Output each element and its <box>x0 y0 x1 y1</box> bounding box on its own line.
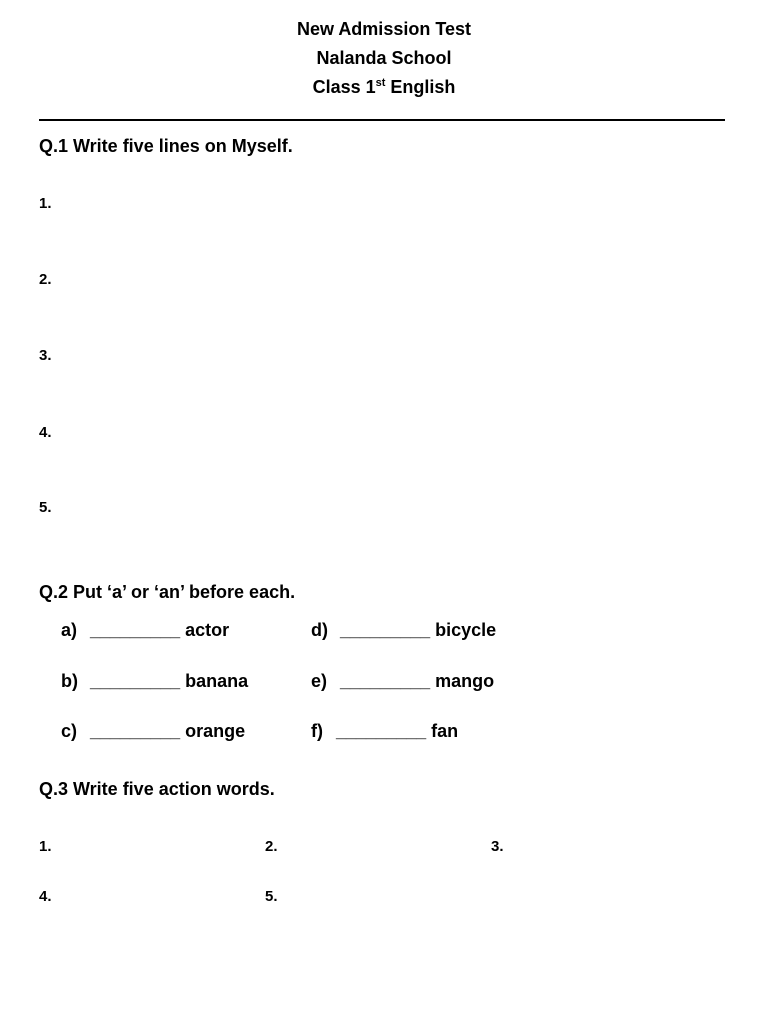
answer-blank: _________ <box>90 721 181 741</box>
item-word: fan <box>431 721 459 741</box>
school-name: Nalanda School <box>316 48 452 68</box>
class-prefix: Class 1 <box>312 77 376 97</box>
q3-line-4: 4. <box>39 888 52 905</box>
item-letter: c) <box>61 721 78 741</box>
item-letter: b) <box>61 671 78 691</box>
item-word: bicycle <box>435 620 497 640</box>
q3-line-2: 2. <box>265 838 278 855</box>
answer-blank: _________ <box>336 721 427 741</box>
q1-line-4: 4. <box>39 424 52 441</box>
q2-item-a <box>61 620 229 641</box>
class-subject <box>0 77 768 98</box>
class-superscript: st <box>375 77 386 89</box>
answer-blank: _________ <box>90 671 181 691</box>
q1-line-2: 2. <box>39 271 52 288</box>
q3-line-5: 5. <box>265 888 278 905</box>
header-divider <box>39 119 725 121</box>
item-letter: d) <box>311 620 328 640</box>
q2-item-c <box>61 721 245 742</box>
q3-line-1: 1. <box>39 838 52 855</box>
q2-title: Q.2 Put ‘a’ or ‘an’ before each. <box>39 582 296 602</box>
q2-item-f <box>311 721 458 742</box>
class-suffix: English <box>385 77 456 97</box>
q3-title: Q.3 Write five action words. <box>39 779 275 799</box>
item-word: actor <box>185 620 230 640</box>
item-letter: f) <box>311 721 323 741</box>
q1-line-5: 5. <box>39 499 52 516</box>
q2-item-b <box>61 671 248 692</box>
q3-line-3: 3. <box>491 838 504 855</box>
test-title: New Admission Test <box>296 19 472 39</box>
q2-item-d <box>311 620 496 641</box>
q2-item-e <box>311 671 494 692</box>
item-word: mango <box>435 671 495 691</box>
item-letter: e) <box>311 671 328 691</box>
item-word: orange <box>185 721 246 741</box>
q1-line-3: 3. <box>39 347 52 364</box>
answer-blank: _________ <box>340 671 431 691</box>
answer-blank: _________ <box>90 620 181 640</box>
item-word: banana <box>185 671 249 691</box>
q1-title: Q.1 Write five lines on Myself. <box>39 136 293 156</box>
answer-blank: _________ <box>340 620 431 640</box>
item-letter: a) <box>61 620 78 640</box>
q1-line-1: 1. <box>39 195 52 212</box>
